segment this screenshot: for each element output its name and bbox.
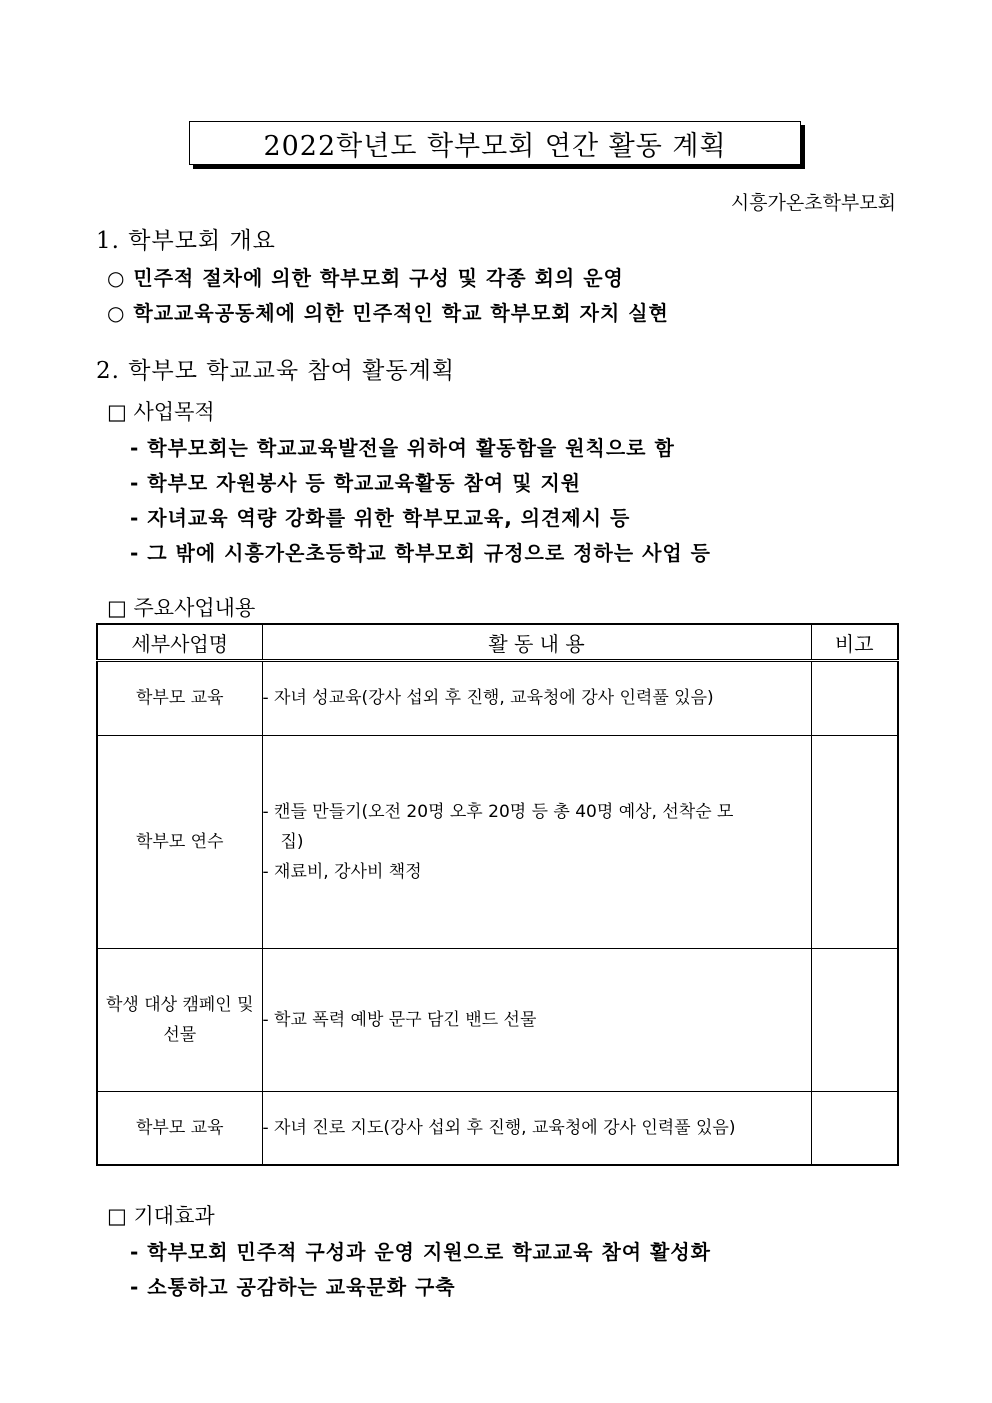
organization-name: 시흥가온초학부모회 (730, 192, 896, 214)
purpose-item: - 그 밖에 시흥가온초등학교 학부모회 규정으로 정하는 사업 등 (130, 541, 712, 565)
page-title: 2022학년도 학부모회 연간 활동 계획 (189, 121, 801, 165)
project-content (262, 1091, 811, 1165)
purpose-item: - 자녀교육 역량 강화를 위한 학부모교육, 의견제시 등 (130, 506, 631, 530)
section1-heading: 1. 학부모회 개요 (96, 228, 276, 254)
effects-label: □ 기대효과 (107, 1204, 215, 1228)
header-activity: 활 동 내 용 (262, 624, 811, 661)
project-note (811, 1091, 898, 1165)
table-row (97, 661, 898, 736)
table-row (97, 1091, 898, 1165)
content-line: - 캔들 만들기(오전 20명 오후 20명 등 총 40명 예상, 선착순 모 (262, 801, 734, 822)
project-name: 학생 대상 캠페인 및 선물 (97, 948, 262, 1091)
effect-item: - 학부모회 민주적 구성과 운영 지원으로 학교교육 참여 활성화 (130, 1240, 712, 1264)
header-project-name: 세부사업명 (97, 624, 262, 661)
content-line: - 재료비, 강사비 책정 (262, 861, 422, 882)
purpose-item: - 학부모 자원봉사 등 학교교육활동 참여 및 지원 (130, 471, 582, 495)
projects-table (96, 623, 899, 1166)
content-line: - 자녀 성교육(강사 섭외 후 진행, 교육청에 강사 인력풀 있음) (262, 688, 714, 709)
project-note (811, 661, 898, 736)
content-line: - 자녀 진로 지도(강사 섭외 후 진행, 교육청에 강사 인력풀 있음) (262, 1117, 736, 1138)
table-header-row (97, 624, 898, 661)
project-content (262, 948, 811, 1091)
content-line: 집) (280, 831, 304, 852)
overview-item: ○ 민주적 절차에 의한 학부모회 구성 및 각종 회의 운영 (107, 266, 624, 290)
main-projects-label: □ 주요사업내용 (107, 596, 256, 620)
table-row (97, 735, 898, 948)
header-note: 비고 (811, 624, 898, 661)
overview-item: ○ 학교교육공동체에 의한 민주적인 학교 학부모회 자치 실현 (107, 301, 669, 325)
project-name: 학부모 연수 (97, 735, 262, 948)
content-line: - 학교 폭력 예방 문구 담긴 밴드 선물 (262, 1009, 537, 1030)
project-content (262, 661, 811, 736)
project-note (811, 948, 898, 1091)
purpose-item: - 학부모회는 학교교육발전을 위하여 활동함을 원칙으로 함 (130, 436, 675, 460)
project-note (811, 735, 898, 948)
table-row (97, 948, 898, 1091)
section2-heading: 2. 학부모 학교교육 참여 활동계획 (96, 358, 456, 384)
purpose-label: □ 사업목적 (107, 400, 215, 424)
project-name: 학부모 교육 (97, 661, 262, 736)
project-name: 학부모 교육 (97, 1091, 262, 1165)
project-content (262, 735, 811, 948)
effect-item: - 소통하고 공감하는 교육문화 구축 (130, 1275, 456, 1299)
